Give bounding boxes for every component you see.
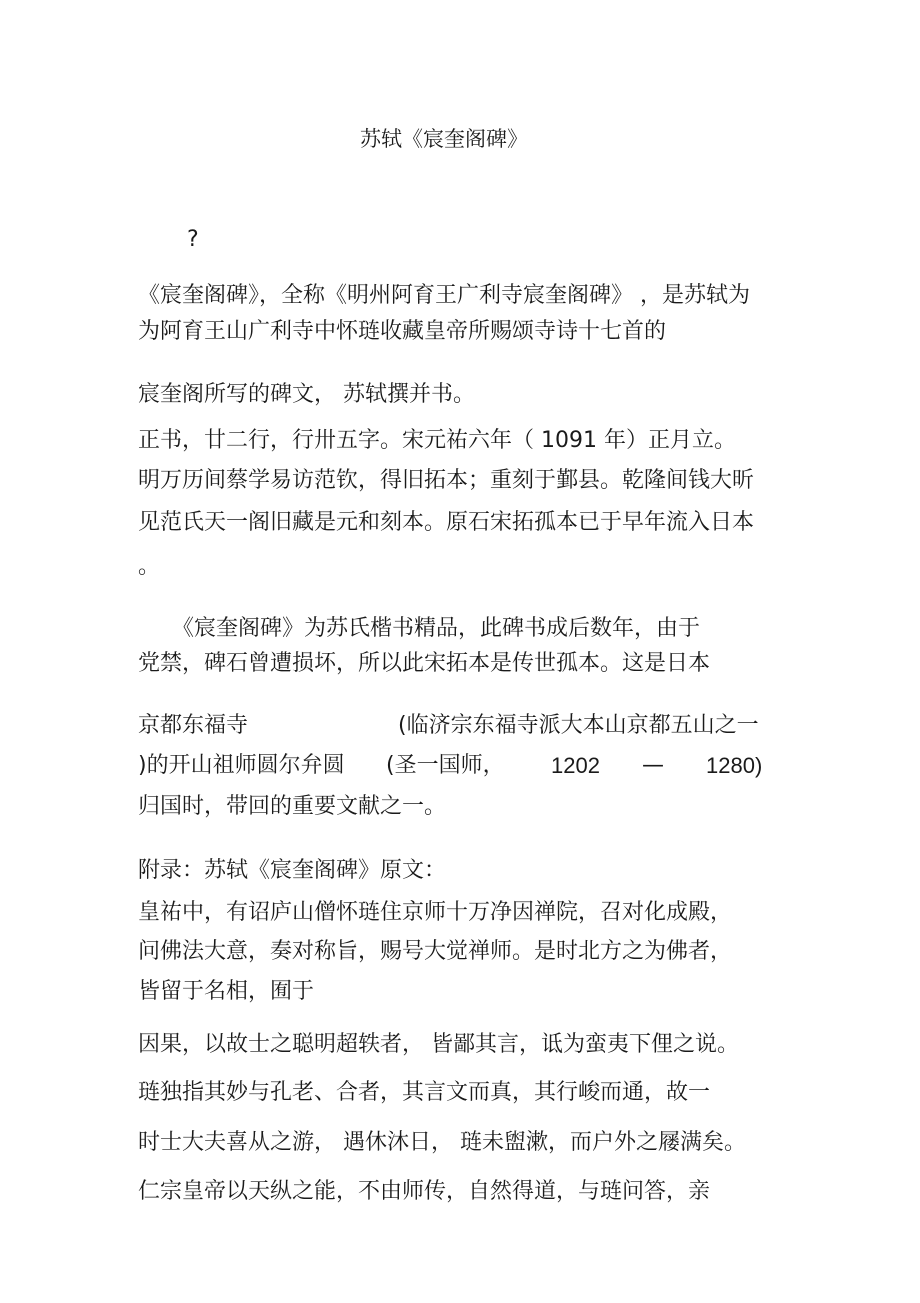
paragraph-line: 《宸奎阁碑》为苏氏楷书精品，此碑书成后数年，由于 — [172, 616, 701, 641]
paragraph-line: 皇祐中，有诏庐山僧怀琏住京师十万净因禅院，召对化成殿， — [138, 900, 733, 925]
paragraph-line: 附录：苏轼《宸奎阁碑》原文： — [138, 858, 447, 883]
paragraph-line: 明万历间蔡学易访范钦，得旧拓本；重刻于鄞县。乾隆间钱大昕 — [138, 468, 755, 493]
paragraph-line: 正书，廿二行，行卅五字。宋元祐六年（ 1091 年）正月立。 — [138, 428, 736, 453]
paragraph-line: 皆留于名相，囿于 — [138, 979, 315, 1004]
paragraph-line: 。 — [138, 554, 161, 579]
page-title: 苏轼《宸奎阁碑》 — [360, 127, 528, 151]
paragraph-segment: )的开山祖师圆尔弁圆 — [138, 753, 345, 778]
paragraph-segment: 京都东福寺 — [138, 713, 249, 738]
question-mark: ? — [187, 227, 199, 252]
paragraph-line: 见范氏天一阁旧藏是元和刻本。原石宋拓孤本已于早年流入日本 — [138, 510, 755, 535]
year-start: 1202 — [551, 753, 600, 778]
paragraph-line: 琏独指其妙与孔老、合者，其言文而真，其行峻而通，故一 — [138, 1080, 711, 1105]
paragraph-segment: (圣一国师， — [386, 753, 505, 778]
paragraph-line: 宸奎阁所写的碑文， 苏轼撰并书。 — [138, 382, 475, 407]
paragraph-line: 仁宗皇帝以天纵之能，不由师传，自然得道，与琏问答，亲 — [138, 1179, 711, 1204]
paragraph-line: 为阿育王山广利寺中怀琏收藏皇帝所赐颂寺诗十七首的 — [138, 319, 667, 344]
paragraph-line: 时士大夫喜从之游， 遇休沐日， 琏未盥漱，而户外之屦满矣。 — [138, 1130, 746, 1155]
paragraph-line: 因果，以故士之聪明超轶者， 皆鄙其言，诋为蛮夷下俚之说。 — [138, 1032, 739, 1057]
year-end: 1280) — [706, 753, 763, 778]
paragraph-line: 问佛法大意，奏对称旨，赐号大觉禅师。是时北方之为佛者， — [138, 939, 733, 964]
paragraph-line: 党禁，碑石曾遭损坏，所以此宋拓本是传世孤本。这是日本 — [138, 651, 711, 676]
paragraph-line: 《宸奎阁碑》，全称《明州阿育王广利寺宸奎阁碑》 ，是苏轼为 — [138, 283, 750, 308]
paragraph-line: 归国时，带回的重要文献之一。 — [138, 794, 447, 819]
paragraph-segment: (临济宗东福寺派大本山京都五山之一 — [398, 713, 759, 738]
dash-separator: — — [642, 753, 664, 778]
